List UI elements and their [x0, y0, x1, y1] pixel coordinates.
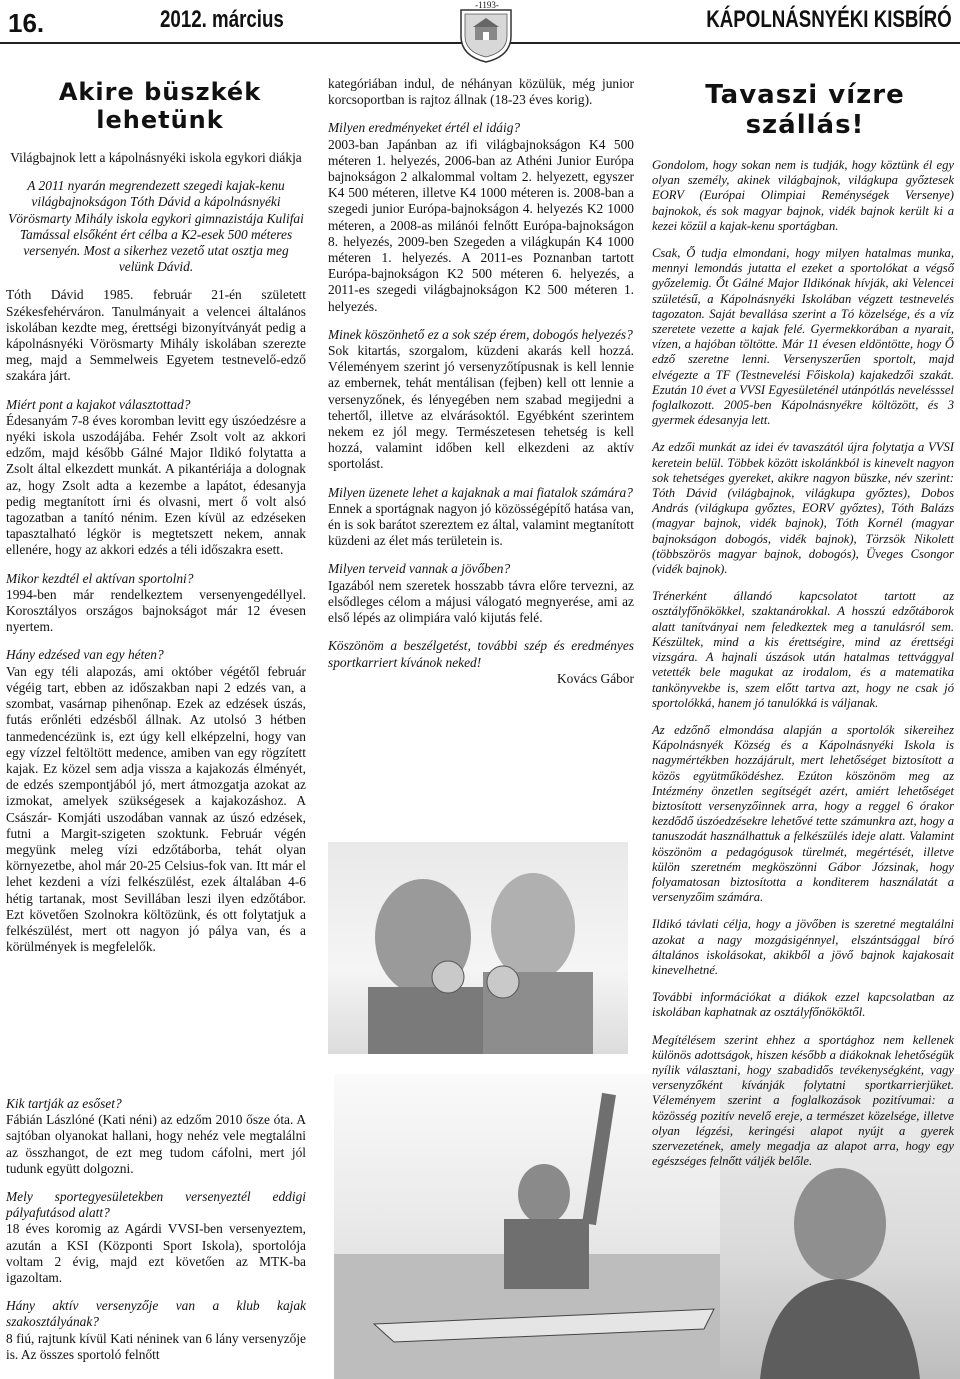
answer: 18 éves koromig az Agárdi VVSI-ben versenyeztem, azután a KSI (Központi Sport Iskola), sportolója voltam 2 évig, majd ezt követően az MTK-ba igazoltam. — [6, 1221, 306, 1286]
answer: Édesanyám 7-8 éves koromban levitt egy úszóedzésre a nyéki iskola uszodájába. Fehér Zsolt volt az akkori edzőm, majd később Gálné Major Ildikó folytatta a Zsolt által elkezdett munkát. A pikantériája a dolognak az, hogy Zsolt adta a kezembe a lapátot, édesanyja pedig megtanított írni és olvasni, mert ő volt alsó tagozatban a tanító nénim. Ezen kívül az edzéseken tapasztalható légkör is megtetszett nekem, annak ellenére, hogy az akkori edzés a téli időszakra esett. — [6, 412, 306, 558]
newspaper-title: KÁPOLNÁSNYÉKI KISBÍRÓ — [706, 6, 952, 33]
photo-illustration — [328, 842, 628, 1054]
crest-year: -1193- — [475, 0, 499, 10]
question: Minek köszönhető ez a sok szép érem, dobogós helyezés? — [328, 326, 633, 342]
paragraph: További információkat a diákok ezzel kapcsolatban az iskolában kaphatnak az osztályfőnököktől. — [652, 990, 954, 1020]
answer: Igazából nem szeretek hosszabb távra előre tervezni, az elsődleges célom a májusi válogató megnyerése, ami az első lépés az olimpiára való kijutás felé. — [328, 577, 634, 626]
article-column-3 — [652, 158, 954, 1181]
article-column-1 — [6, 150, 306, 967]
question: Milyen eredményeket értél el idáig? — [328, 120, 521, 136]
question: Miért pont a kajakot választottad? — [6, 396, 191, 412]
continued-text: kategóriában indul, de néhányan közülük, még junior korcsoportban is rajtoz állnak (18-23 éves korig). — [328, 76, 634, 108]
answer: Van egy téli alapozás, ami október végétől február végéig tart, ebben az időszakban napi 2 edzés van, a szombat, vasárnap pihenőnap. Ezek az edzések úszás, futás erőnléti edzésből állnak. Az utolsó 3 hétben tanmedencézünk is, ezt úgy kell elképzelni, hogy van egy vízzel feltöltött medence, amiben van egy rögzített kajak. Ez közel sem adja vissza a kajakozás élményét, de edzés szempontjából jó, mert átmozgatja azokat az izmokat, amelyek szükségesek a kajakozáshoz. A Császár- Komjáti uszodában vannak az úszó edzések, futni a Margit-szigeten szoktunk. Február végén megyünk meleg vízi edzőtáborba, tehát olyan környezetbe, ahol már 20-25 Celsius-fok van. Itt már el lehet kezdeni a vízi felkészülést, ezek általában 4-6 hétig tartanak, most Sevillában leszi ilyen edzőtábor. Ezt követően Szolnokra költözünk, és ott folytatjuk a felkészülést, mert ott nagyon jó pálya van, és a körülmények is megfelelők. — [6, 663, 306, 955]
bio-paragraph: Tóth Dávid 1985. február 21-én született Székesfehérváron. Tanulmányait a velencei általános iskolában kezdte meg, érettségi bizonyítványát pedig a kápolnásnyéki Vörösmarty Mihály iskolában szerezte meg, majd a Semmelweis Egyetem testnevelő-edző szakára járt. — [6, 287, 306, 384]
issue-date: 2012. március — [160, 6, 284, 33]
answer: 8 fiú, rajtunk kívül Kati néninek van 6 lány versenyzője is. Az összes sportoló felnőtt — [6, 1330, 306, 1362]
answer: Ennek a sportágnak nagyon jó közösségépítő hatása van, én is sok barátot szereztem ez által, valamint megtanított küzdeni az élet más területein is. — [328, 500, 634, 549]
answer: 2003-ban Japánban az ifi világbajnokságon K4 500 méteren 1. helyezés, 2006-ban az Athéni Junior Európa bajnokságon 2 alkalommal voltam 2. helyezett, egyszer K4 500 méteren, illetve K4 1000 méteren is. 2008-ban a szegedi junior Európa-bajnokságon 4. helyezés K2 1000 méteren, a 2008-as milánói felnőtt Európa-bajnokságon 8. helyezés, 2009-ben Szegeden a világkupán K4 1000 méteren 1. helyezés. A 2011-es Poznanban tartott Európa-bajnokságon K2 500 méteren 6. helyezés, a 2011-es szegedi világbajnokságon K2 500 méteren 1. helyezés. — [328, 136, 634, 314]
question: Milyen terveid vannak a jövőben? — [328, 561, 511, 577]
paragraph: Gondolom, hogy sokan nem is tudják, hogy köztünk él egy olyan személy, akinek világbajnok, világkupa győztesek EORV (Európai Olimpiai Reménységek Versenye) bajnokok, és sok magyar bajnok, vidék bajnok került ki a kezei közül a kajak-kenu sportágban. — [652, 158, 954, 233]
athletes-with-medals-photo — [328, 842, 628, 1054]
question: Mely sportegyesületekben versenyeztél eddigi pályafutásod alatt? — [6, 1189, 306, 1221]
answer: Fábián Lászlóné (Kati néni) az edzőm 2010 ősze óta. A sajtóban olyanokat hallani, hogy nehéz vele megtalálni az összhangot, de ezt meg tudom cáfolni, mert jól tudunk együtt dolgozni. — [6, 1112, 306, 1176]
question: Mikor kezdtél el aktívan sportolni? — [6, 570, 194, 586]
article-column-1-bottom — [6, 1096, 306, 1375]
closing-remark: Köszönöm a beszélgetést, további szép és eredményes sportkarriert kívánok neked! — [328, 638, 634, 670]
article-column-2 — [328, 76, 634, 699]
paragraph: Az edzőnő elmondása alapján a sportolók sikereihez Kápolnásnyék Község és a Kápolnásnyéki Iskola is nagymértékben hozzájárult, mert lehetőséget biztosított a közös együtműködéshez. Ezúton köszönöm meg az Intézmény önzetlen segítségét azért, amiért lehetőséget biztosított versenyzőinnek arra, hogy a reggel 6 órakor kezdődő úszóedzésekre lehetővé tette számunkra azt, hogy a tanuszodát használhattuk a felkészülés ideje alatt. Valamint köszönöm a pedagógusok türelmét, megértését, illetve külön szeretném megköszönni Gábor Józsinak, hogy folyamatosan biztosította a konditerem használatát a versenyzőim számára. — [652, 722, 954, 905]
article-lede: Világbajnok lett a kápolnásnyéki iskola egykori diákja — [10, 150, 302, 165]
paragraph: Megítélésem szerint ehhez a sportághoz nem kellenek különös adottságok, hiszen később a diákoknak lehetőségük nyílik választani, hogy szabadidős tevékenységként, vagy versenyzőként kívánják folytatni sportkarrierjüket. Véleményem szerint a foglalkozások pozitívumai: a közösség pozitív nevelő ereje, a természet közelsége, illetve olyan légzési, keringési alapot nyújt a gyerek szervezetének, amely megadja az alapot arra, hogy egy egészséges felnőtt váljék belőle. — [652, 1032, 954, 1169]
question: Hány aktív versenyzője van a klub kajak szakosztályának? — [6, 1298, 306, 1330]
paragraph: Az edzői munkát az idei év tavaszától újra folytatja a VVSI keretein belül. Többek között iskolánkból is kinevelt nagyon sok tehetséges gyereket, akikre nagyon büszke, név szerint: Tóth Dávid (világbajnok, világkupa győztes), Dobos András (világkupa győztes, EORV győztes), Tóth Balázs (magyar bajnok, vidék bajnok), Tóth Kornél (magyar bajnokságon dobogós, vidék bajnok), Törzsök Nikolett (többszörös magyar bajnok, dobogós), Üveges Csongor (vidék bajnok). — [652, 440, 954, 577]
page-number: 16. — [8, 8, 45, 38]
author-signature: Kovács Gábor — [557, 670, 634, 686]
question: Milyen üzenete lehet a kajaknak a mai fiatalok számára? — [328, 484, 633, 500]
article-title: Akire büszkék lehetünk — [58, 78, 262, 134]
question: Hány edzésed van egy héten? — [6, 647, 164, 663]
article-title-2: Tavaszi vízre szállás! — [705, 80, 905, 140]
article-intro: A 2011 nyarán megrendezett szegedi kajak-kenu világbajnokságon Tóth Dávid a kápolnásnyéki Vörösmarty Mihály iskola egykori gimnazistája Kulifai Tamással elsőként ért célba a K2-esek 500 méteres versenyén. Most a sikerhez vezető utat osztja meg velünk Dávid. — [8, 178, 304, 275]
answer: 1994-ben már rendelkeztem versenyengedéllyel. Korosztályos országos bajnokságot már 12 évesen nyertem. — [6, 586, 306, 635]
answer: Sok kitartás, szorgalom, küzdeni akarás kell hozzá. Véleményem szerint jó versenyzőtípusnak is kell lennie az embernek, tehát mentálisan (fejben) kell ott lennie a versenyzőnek, és lényegében nem szabad megijedni a tehertől, illetve az elvárásoktól. Egyébként szerintem nekem ez jól megy. Természetesen tehetség is kell hozzá, valamint időben kell elkezdeni az aktív sportolást. — [328, 343, 634, 472]
paragraph: Ildikó távlati célja, hogy a jövőben is szeretné megtalálni azokat a nagy mozgásigénnyel, elszántsággal bíró általános iskolásokat, akikből a jövő bajnok kajakosait kinevelhetné. — [652, 917, 954, 977]
paragraph: Csak, Ő tudja elmondani, hogy milyen hatalmas munka, mennyi lemondás jutatta el ezeket a sportolókat a végső győzelemig. Őt Gálné Major Ildikónak hívják, aki Velencei születésű, a Kápolnásnyéki Iskolában végzett testnevelés tagozaton. Saját bevallása szerint a Tó közelsége, és a víz szeretete vezette a kajak felé. Gyermekkorában a nyarait, vízen, a hajóban töltötte. Már 11 évesen eldöntötte, hogy Ő edző szeretne lenni. Versenyszerűen sportolt, majd elvégezte a TF (Testnevelési Főiskola) kajakedzői szakát. Ezután 10 évet a VVSI Egyesületénél utánpótlás nevelésssel foglalkozott. 2005-ben Kápolnásnyékre költözött, és 3 gyermek édesanyja lett. — [652, 246, 954, 428]
paragraph: Trénerként állandó kapcsolatot tartott az osztályfőnökökkel, szaktanárokkal. A hosszú edzőtáborok alatt tanítványai nem feledkeztek meg a tanulásról sem. Készültek, mind a kis érettségire, mind az érettségi vizsgára. A hajnali úszások után hatalmas tettvággyal vetették bele magukat az irodalom, és a matematika tankönyvekbe is, szem előtt tartva azt, hogy ne csak jó sportolókká, hanem jó tanulókká is váljanak. — [652, 589, 954, 710]
question: Kik tartják az esőset? — [6, 1096, 122, 1111]
